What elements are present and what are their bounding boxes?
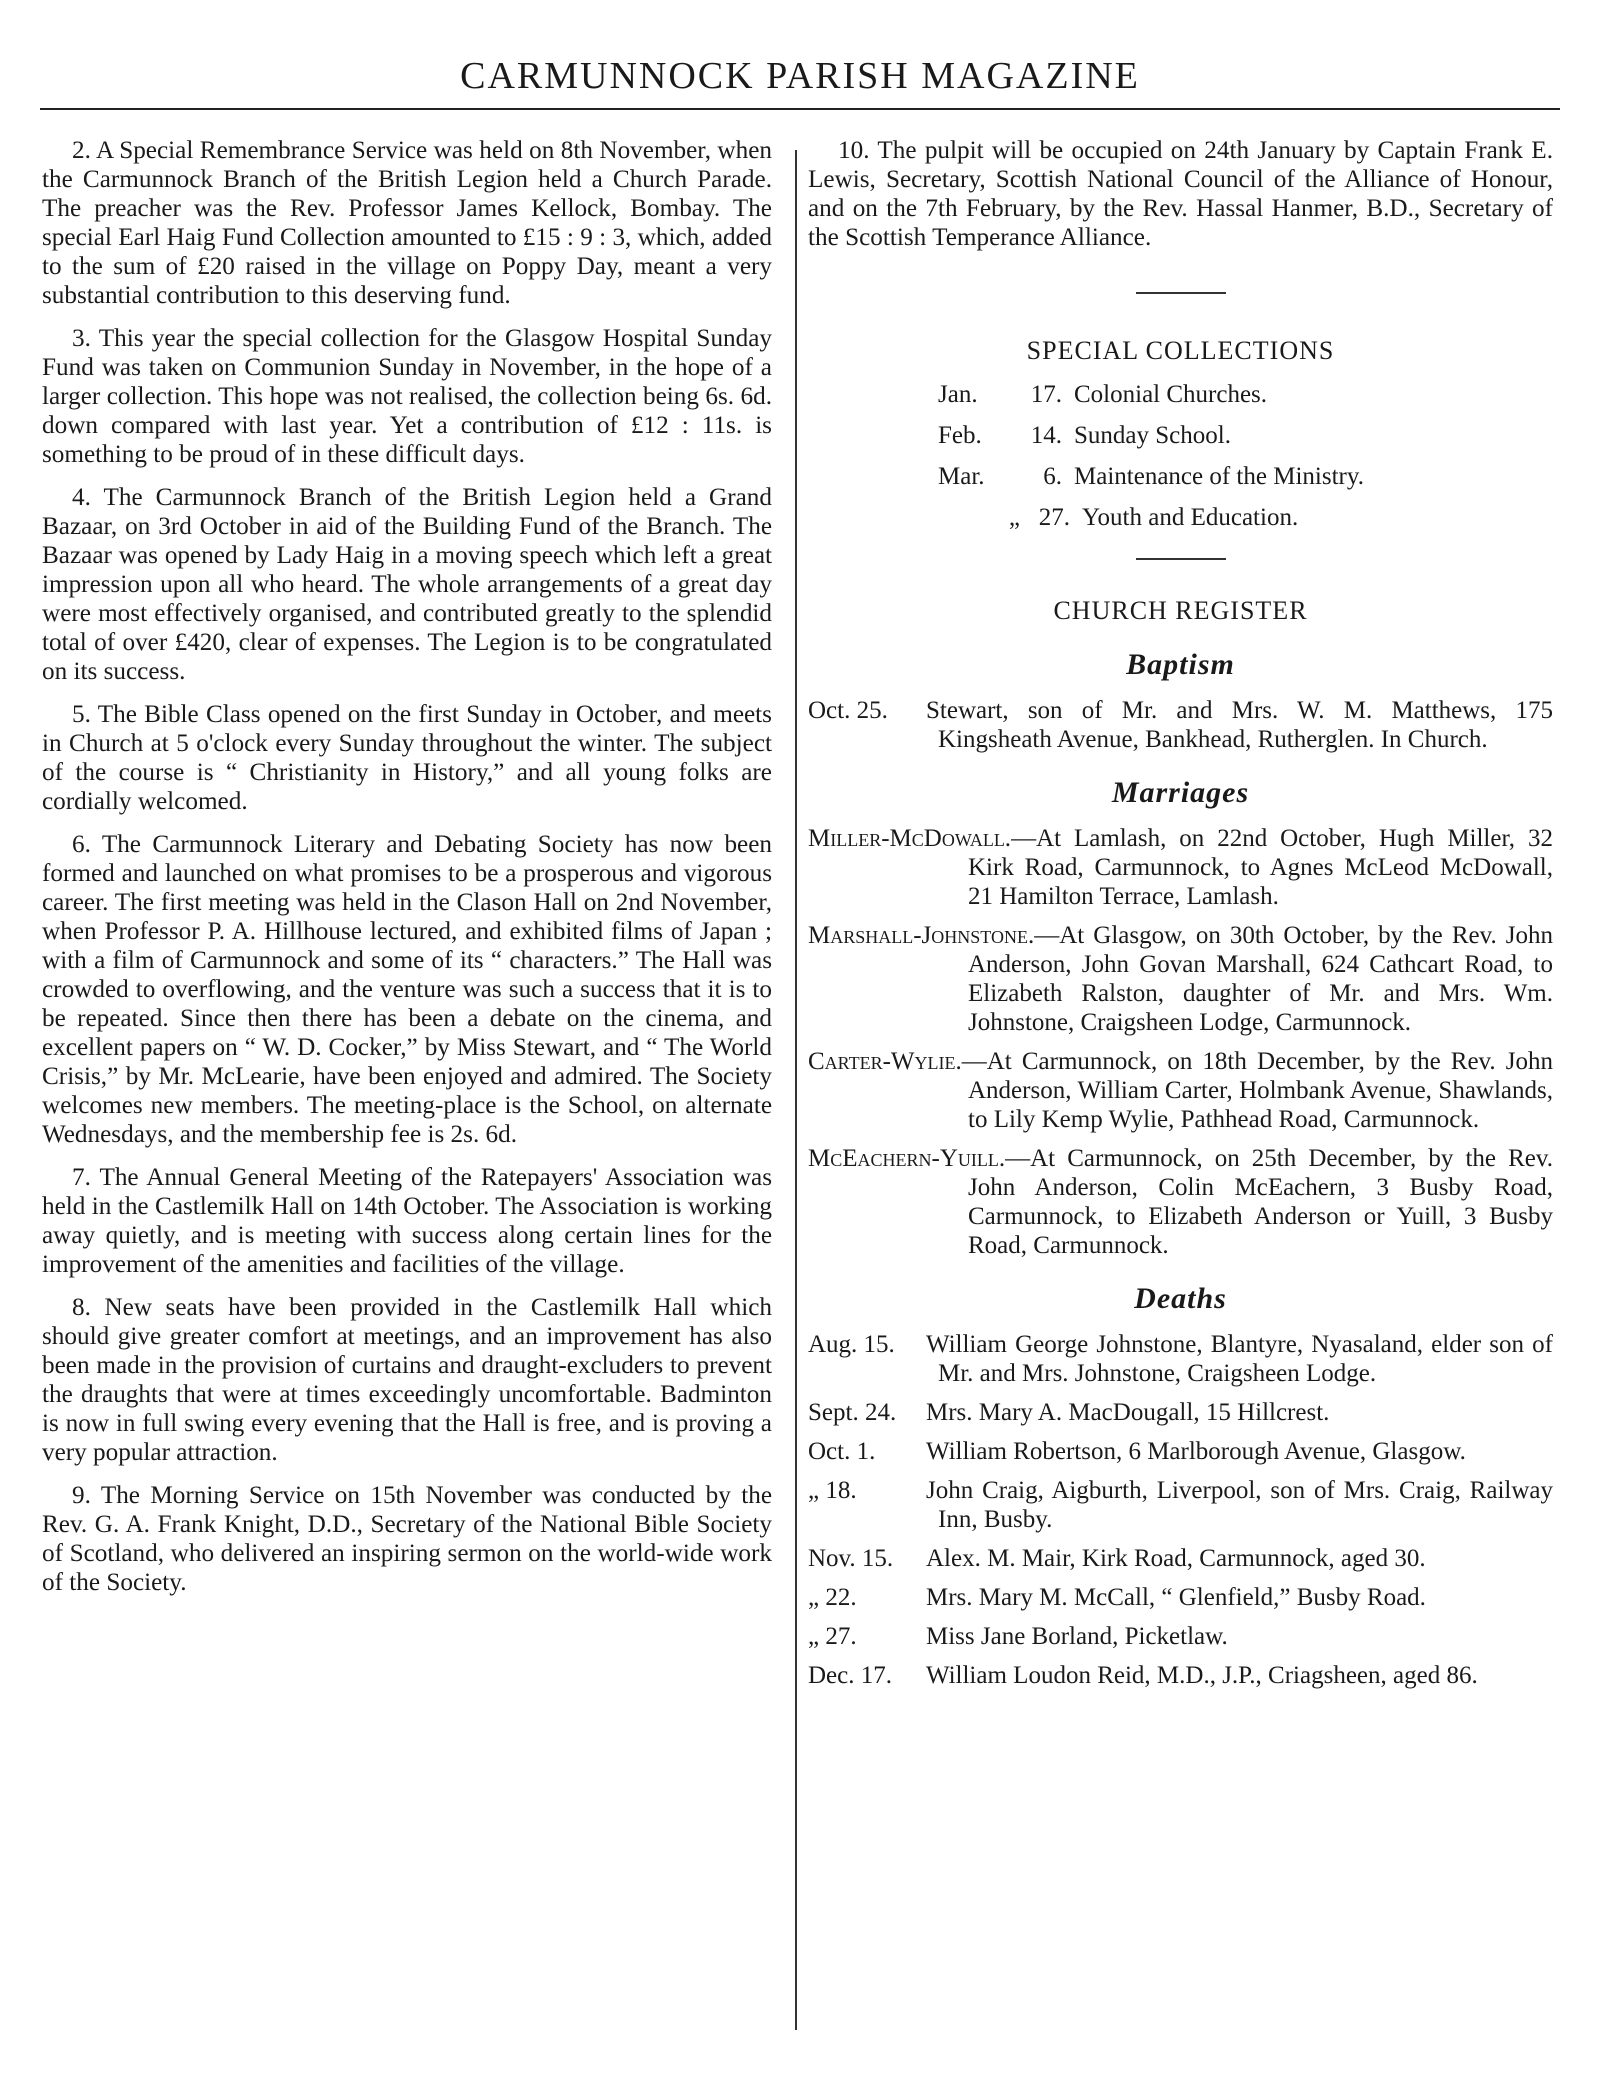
collection-purpose: Colonial Churches. bbox=[1074, 381, 1268, 408]
paragraph-3: 3. This year the special collection for the Glasgow Hospital Sunday Fund was taken on Communion Sunday in November, in the hope of a larger collection. This hope was not realised, the collection being 6s. 6d. down compared with last year. Yet a contribution of £12 : 11s. is something to be proud of in these difficult days. bbox=[42, 325, 772, 468]
left-column bbox=[42, 136, 772, 1611]
marriage-names: Marshall-Johnstone. bbox=[808, 922, 1035, 949]
entry-date: Oct. 1. bbox=[808, 1438, 876, 1465]
death-entry bbox=[808, 1476, 1553, 1534]
collection-item bbox=[938, 503, 1553, 532]
entry-text: Mrs. Mary A. MacDougall, 15 Hillcrest. bbox=[926, 1399, 1330, 1426]
paragraph-6: 6. The Carmunnock Literary and Debating Society has now been formed and launched on what promises to be a prosperous and vigorous career. The first meeting was held in the Clason Hall on 2nd November, when Professor P. A. Hillhouse lectured, and exhibited films of Japan ; with a film of Carmunnock and some of its “ characters.” The Hall was crowded to overflowing, and the venture was such a success that it is to be repeated. Since then there has been a debate on the cinema, and excellent papers on “ W. D. Cocker,” by Miss Stewart, and “ The World Crisis,” by Mr. McLearie, have been enjoyed and admired. The Society welcomes new members. The meeting-place is the School, on alternate Wednesdays, and the membership fee is 2s. 6d. bbox=[42, 831, 772, 1148]
entry-date: Sept. 24. bbox=[808, 1399, 897, 1426]
collection-month: Feb. bbox=[938, 422, 982, 449]
entry-text: William Loudon Reid, M.D., J.P., Criagsheen, aged 86. bbox=[926, 1662, 1478, 1689]
death-entry bbox=[808, 1622, 1553, 1651]
entry-text: John Craig, Aigburth, Liverpool, son of Mrs. Craig, Railway Inn, Busby. bbox=[926, 1477, 1553, 1533]
marriage-text: —At Carmunnock, on 25th December, by the Rev. John Anderson, Colin McEachern, 3 Busby Road, Carmunnock, to Elizabeth Anderson or Yuill, 3 Busby Road, Carmunnock. bbox=[968, 1145, 1553, 1259]
paragraph-5: 5. The Bible Class opened on the first Sunday in October, and meets in Church at 5 o'clock every Sunday throughout the winter. The subject of the course is “ Christianity in History,” and all young folks are cordially welcomed. bbox=[42, 701, 772, 815]
marriage-text: —At Carmunnock, on 18th December, by the Rev. John Anderson, William Carter, Holmbank Avenue, Shawlands, to Lily Kemp Wylie, Pathhead Road, Carmunnock. bbox=[961, 1048, 1553, 1133]
entry-text: Mrs. Mary M. McCall, “ Glenfield,” Busby Road. bbox=[926, 1584, 1426, 1611]
special-collections-heading: SPECIAL COLLECTIONS bbox=[1026, 336, 1335, 365]
paragraph-2: 2. A Special Remembrance Service was held on 8th November, when the Carmunnock Branch of the British Legion held a Church Parade. The preacher was the Rev. Professor James Kellock, Bombay. The special Earl Haig Fund Collection amounted to £15 : 9 : 3, which, added to the sum of £20 raised in the village on Poppy Day, meant a very substantial contribution to this deserving fund. bbox=[42, 137, 772, 309]
marriage-entry bbox=[808, 921, 1553, 1037]
marriage-entry bbox=[808, 824, 1553, 911]
special-collections-list bbox=[938, 380, 1553, 532]
entry-date: Nov. 15. bbox=[808, 1545, 894, 1572]
paragraph-8: 8. New seats have been provided in the Castlemilk Hall which should give greater comfort at meetings, and an improvement has also been made in the provision of curtains and draught-excluders to prevent the draughts that were at times exceedingly uncomfortable. Badminton is now in full swing every evening that the Hall is free, and is proving a very popular attraction. bbox=[42, 1294, 772, 1466]
marriage-entry bbox=[808, 1047, 1553, 1134]
collection-month: Mar. bbox=[938, 463, 985, 490]
entry-date: „ 22. bbox=[808, 1584, 857, 1611]
marriage-text: —At Glasgow, on 30th October, by the Rev. John Anderson, John Govan Marshall, 624 Cathcart Road, to Elizabeth Ralston, daughter of Mr. and Mrs. Wm. Johnstone, Craigsheen Lodge, Carmunnock. bbox=[968, 922, 1553, 1036]
masthead-rule bbox=[40, 108, 1560, 110]
entry-date: Aug. 15. bbox=[808, 1331, 895, 1358]
collection-item bbox=[938, 380, 1553, 409]
deaths-heading: Deaths bbox=[1134, 1282, 1227, 1315]
collection-item bbox=[938, 462, 1553, 491]
collection-item bbox=[938, 421, 1553, 450]
marriage-names: Miller-McDowall. bbox=[808, 825, 1012, 852]
baptism-entry bbox=[808, 696, 1553, 754]
collection-purpose: Sunday School. bbox=[1074, 422, 1231, 449]
baptism-heading: Baptism bbox=[1126, 648, 1235, 681]
death-entry bbox=[808, 1544, 1553, 1573]
marriages-heading: Marriages bbox=[1111, 776, 1250, 809]
entry-text: William Robertson, 6 Marlborough Avenue, Glasgow. bbox=[926, 1438, 1466, 1465]
paragraph-10: 10. The pulpit will be occupied on 24th January by Captain Frank E. Lewis, Secretary, Scottish National Council of the Alliance of Honour, and on the 7th February, by the Rev. Hassal Hanmer, B.D., Secretary of the Scottish Temperance Alliance. bbox=[808, 137, 1553, 251]
paragraph-9: 9. The Morning Service on 15th November was conducted by the Rev. G. A. Frank Knight, D.D., Secretary of the National Bible Society of Scotland, who delivered an inspiring sermon on the world-wide work of the Society. bbox=[42, 1482, 772, 1596]
collection-month: „ bbox=[1008, 504, 1020, 531]
death-entry bbox=[808, 1330, 1553, 1388]
collection-purpose: Maintenance of the Ministry. bbox=[1074, 463, 1364, 490]
collection-day: 17. bbox=[1030, 381, 1062, 408]
death-entry bbox=[808, 1583, 1553, 1612]
entry-date: Dec. 17. bbox=[808, 1662, 892, 1689]
entry-text: William George Johnstone, Blantyre, Nyasaland, elder son of Mr. and Mrs. Johnstone, Craigsheen Lodge. bbox=[926, 1331, 1553, 1387]
entry-text: Miss Jane Borland, Picketlaw. bbox=[926, 1623, 1228, 1650]
entry-text: Stewart, son of Mr. and Mrs. W. M. Matthews, 175 Kingsheath Avenue, Bankhead, Rutherglen. In Church. bbox=[926, 697, 1553, 753]
collection-month: Jan. bbox=[938, 381, 978, 408]
section-divider bbox=[1136, 292, 1226, 294]
death-entry bbox=[808, 1437, 1553, 1466]
column-divider bbox=[795, 150, 797, 2030]
entry-date: „ 18. bbox=[808, 1477, 857, 1504]
marriage-names: McEachern-Yuill. bbox=[808, 1145, 1006, 1172]
marriage-entry bbox=[808, 1144, 1553, 1260]
right-column bbox=[808, 136, 1553, 1700]
masthead: CARMUNNOCK PARISH MAGAZINE bbox=[460, 55, 1140, 97]
entry-date: „ 27. bbox=[808, 1623, 857, 1650]
marriage-text: —At Lamlash, on 22nd October, Hugh Miller, 32 Kirk Road, Carmunnock, to Agnes McLeod McDowall, 21 Hamilton Terrace, Lamlash. bbox=[968, 825, 1553, 910]
section-divider bbox=[1136, 558, 1226, 560]
entry-date: Oct. 25. bbox=[808, 697, 888, 724]
paragraph-7: 7. The Annual General Meeting of the Ratepayers' Association was held in the Castlemilk Hall on 14th October. The Association is working away quietly, and is meeting with success along certain lines for the improvement of the amenities and facilities of the village. bbox=[42, 1164, 772, 1278]
entry-text: Alex. M. Mair, Kirk Road, Carmunnock, aged 30. bbox=[926, 1545, 1426, 1572]
collection-day: 14. bbox=[1030, 422, 1062, 449]
death-entry bbox=[808, 1661, 1553, 1690]
collection-purpose: Youth and Education. bbox=[1082, 504, 1299, 531]
collection-day: 6. bbox=[1043, 463, 1062, 490]
death-entry bbox=[808, 1398, 1553, 1427]
church-register-heading: CHURCH REGISTER bbox=[1053, 596, 1308, 625]
paragraph-4: 4. The Carmunnock Branch of the British Legion held a Grand Bazaar, on 3rd October in aid of the Building Fund of the Branch. The Bazaar was opened by Lady Haig in a moving speech which left a great impression upon all who heard. The whole arrangements of a great day were most effectively organised, and contributed greatly to the splendid total of over £420, clear of expenses. The Legion is to be congratulated on its success. bbox=[42, 484, 772, 685]
collection-day: 27. bbox=[1038, 504, 1070, 531]
marriage-names: Carter-Wylie. bbox=[808, 1048, 962, 1075]
